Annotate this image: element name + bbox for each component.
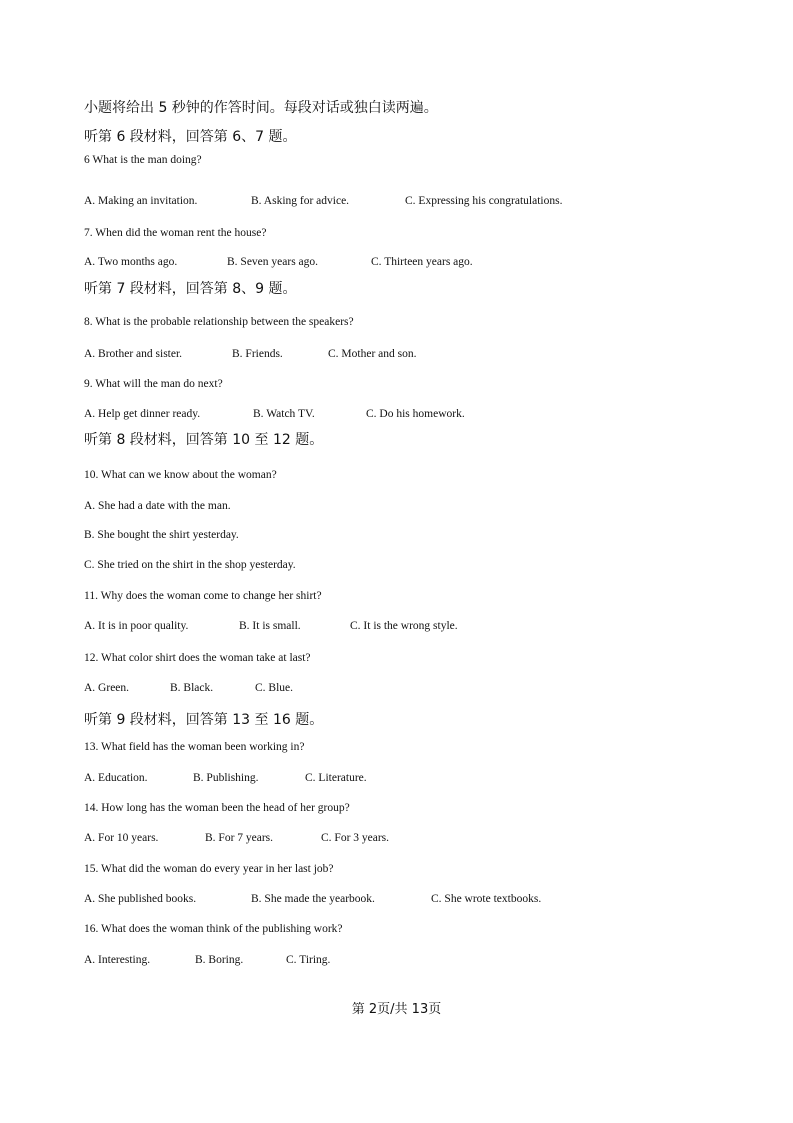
option-b: B. Friends. [232,348,283,360]
option-a: A. Interesting. [84,954,151,966]
option-a: A. Green. [84,682,130,694]
question-text: 14. How long has the woman been the head of her group? [84,802,350,814]
option-b: B. Black. [170,682,214,694]
option-b: B. For 7 years. [205,832,274,844]
option-b: B. Watch TV. [253,408,315,420]
option-c: C. Do his homework. [366,408,465,420]
option-c: C. Expressing his congratulations. [405,195,563,207]
question-text: 15. What did the woman do every year in her last job? [84,863,334,875]
intro-text: 小题将给出 5 秒钟的作答时间。每段对话或独白读两遍。 [84,100,438,116]
option-c: C. It is the wrong style. [350,620,458,632]
question-text: 11. Why does the woman come to change her shirt? [84,590,322,602]
option-b: B. Asking for advice. [251,195,350,207]
question-text: 7. When did the woman rent the house? [84,227,267,239]
option-b: B. Boring. [195,954,244,966]
option-c: C. For 3 years. [321,832,390,844]
question-text: 12. What color shirt does the woman take at last? [84,652,311,664]
page-number: 第 2页/共 13页 [351,1002,442,1017]
option-c: C. Mother and son. [328,348,417,360]
option-b: B. It is small. [239,620,301,632]
option-c: C. She tried on the shirt in the shop yesterday. [84,559,296,571]
option-a: A. For 10 years. [84,832,159,844]
option-c: C. Blue. [255,682,294,694]
option-a: A. Two months ago. [84,256,178,268]
option-c: C. Thirteen years ago. [371,256,473,268]
option-c: C. She wrote textbooks. [431,893,542,905]
section-heading: 听第 8 段材料，回答第 10 至 12 题。 [84,432,324,448]
section-heading: 听第 9 段材料，回答第 13 至 16 题。 [84,712,324,728]
question-text: 8. What is the probable relationship between the speakers? [84,316,354,328]
option-a: A. Brother and sister. [84,348,183,360]
option-b: B. Publishing. [193,772,259,784]
option-c: C. Literature. [305,772,367,784]
question-text: 16. What does the woman think of the publishing work? [84,923,343,935]
option-b: B. She made the yearbook. [251,893,375,905]
question-text: 10. What can we know about the woman? [84,469,277,481]
option-c: C. Tiring. [286,954,331,966]
option-a: A. It is in poor quality. [84,620,189,632]
question-text: 13. What field has the woman been working in? [84,741,305,753]
section-heading: 听第 7 段材料，回答第 8、9 题。 [84,281,297,297]
option-a: A. Education. [84,772,148,784]
option-a: A. She had a date with the man. [84,500,231,512]
option-b: B. Seven years ago. [227,256,319,268]
option-a: A. She published books. [84,893,197,905]
option-a: A. Help get dinner ready. [84,408,201,420]
option-a: A. Making an invitation. [84,195,198,207]
question-text: 9. What will the man do next? [84,378,223,390]
section-heading: 听第 6 段材料，回答第 6、7 题。 [84,129,297,145]
question-text: 6 What is the man doing? [84,154,202,166]
option-b: B. She bought the shirt yesterday. [84,529,239,541]
